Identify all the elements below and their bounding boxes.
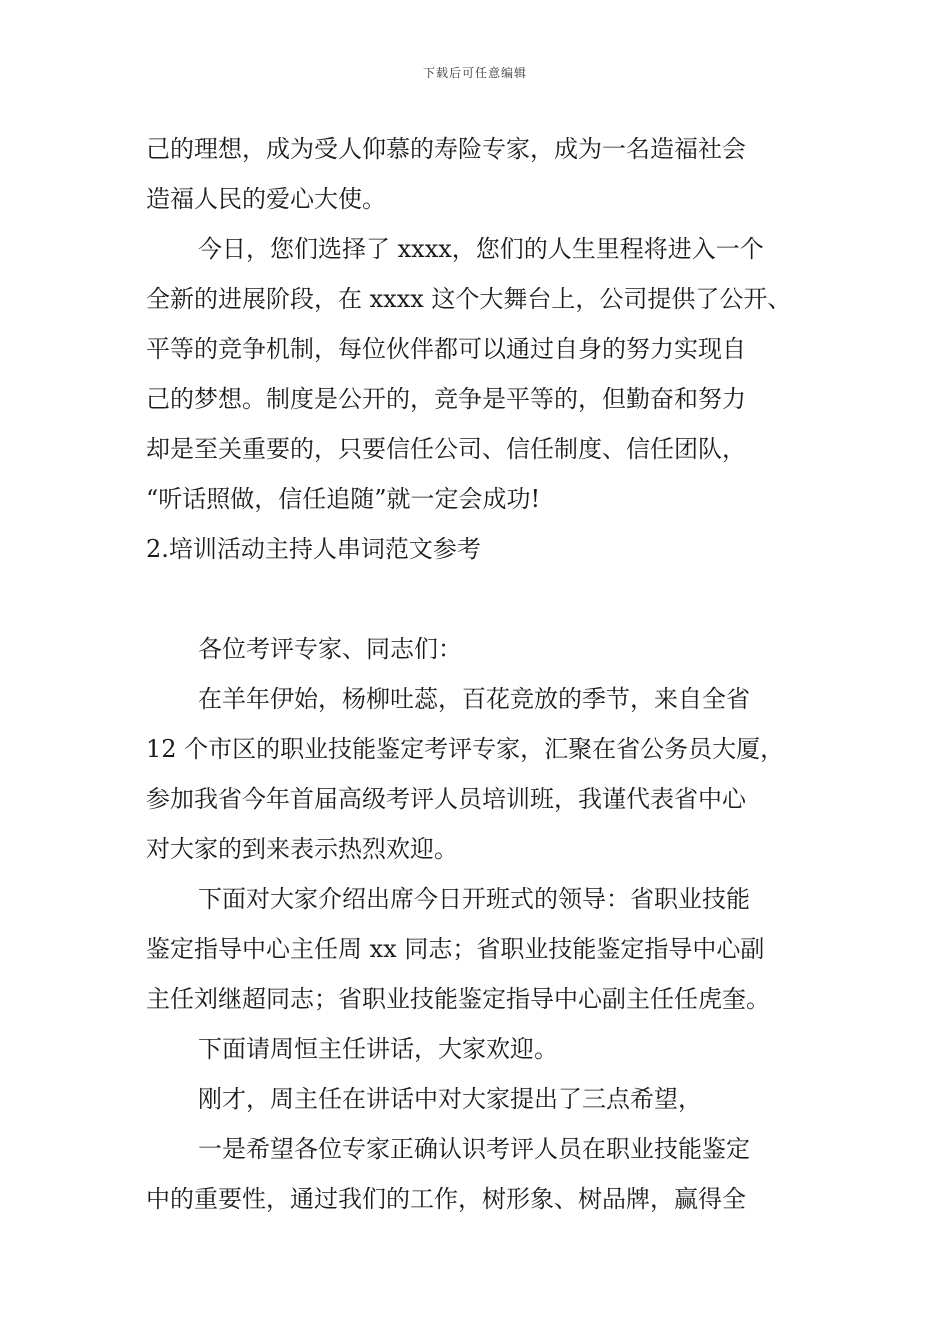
text-line: 鉴定指导中心主任周 xx 同志；省职业技能鉴定指导中心副 — [146, 935, 765, 963]
text-line: 下面请周恒主任讲话，大家欢迎。 — [198, 1035, 558, 1063]
text-line: 己的梦想。制度是公开的，竞争是平等的，但勤奋和努力 — [146, 385, 746, 413]
text-line: 在羊年伊始，杨柳吐蕊，百花竞放的季节，来自全省 — [198, 685, 750, 713]
text-line: 刚才，周主任在讲话中对大家提出了三点希望， — [198, 1085, 702, 1113]
text-line: “听话照做，信任追随”就一定会成功! — [146, 485, 541, 513]
text-line: 参加我省今年首届高级考评人员培训班，我谨代表省中心 — [146, 785, 746, 813]
section-heading: 2.培训活动主持人串词范文参考 — [146, 535, 481, 563]
page-header-note: 下载后可任意编辑 — [422, 66, 527, 80]
text-line: 平等的竞争机制，每位伙伴都可以通过自身的努力实现自 — [146, 335, 746, 363]
text-line: 己的理想，成为受人仰慕的寿险专家，成为一名造福社会 — [146, 135, 746, 163]
text-line: 全新的进展阶段，在 xxxx 这个大舞台上，公司提供了公开、 — [146, 285, 792, 313]
greeting-line: 各位考评专家、同志们： — [198, 635, 462, 663]
text-line: 12 个市区的职业技能鉴定考评专家，汇聚在省公务员大厦， — [146, 735, 785, 763]
text-line: 一是希望各位专家正确认识考评人员在职业技能鉴定 — [198, 1135, 750, 1163]
blank-line — [146, 574, 826, 624]
text-line: 下面对大家介绍出席今日开班式的领导：省职业技能 — [198, 885, 750, 913]
text-line: 对大家的到来表示热烈欢迎。 — [146, 835, 458, 863]
document-body — [146, 124, 826, 1224]
text-line: 造福人民的爱心大使。 — [146, 185, 386, 213]
text-line: 今日，您们选择了 xxxx，您们的人生里程将进入一个 — [198, 235, 764, 263]
text-line: 主任刘继超同志；省职业技能鉴定指导中心副主任任虎奎。 — [146, 985, 770, 1013]
text-line: 却是至关重要的，只要信任公司、信任制度、信任团队， — [146, 435, 746, 463]
text-line: 中的重要性，通过我们的工作，树形象、树品牌，赢得全 — [146, 1185, 746, 1213]
